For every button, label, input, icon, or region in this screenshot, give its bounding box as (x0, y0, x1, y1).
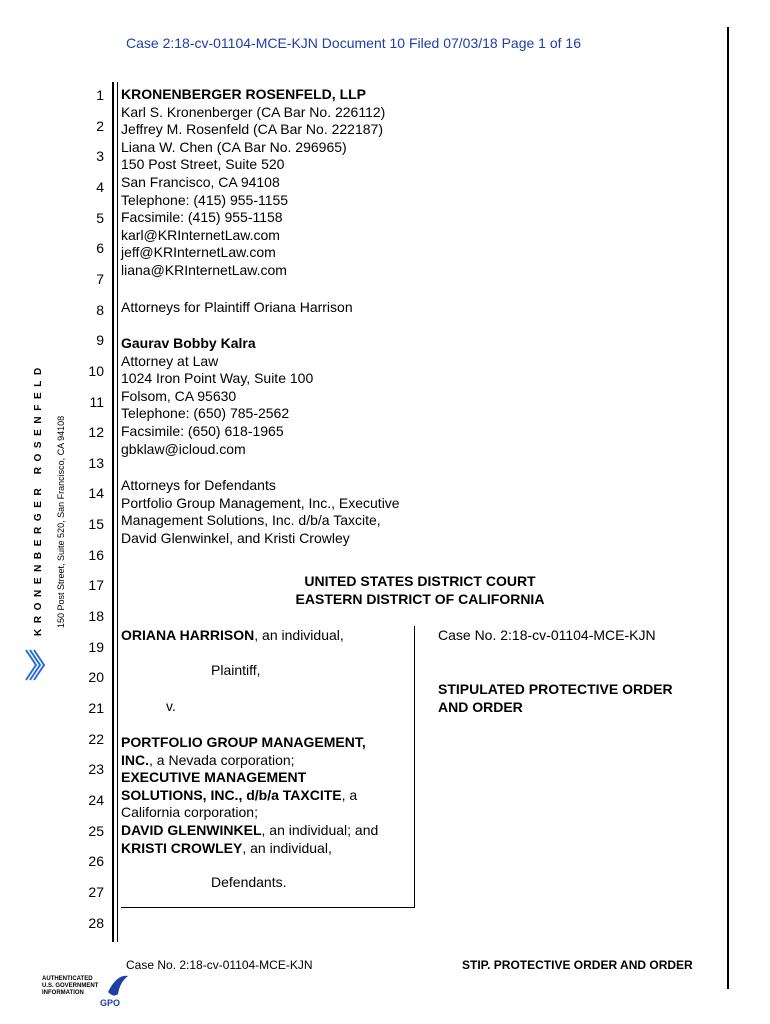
gpo-mark: GPO (100, 998, 121, 1008)
court-district: EASTERN DISTRICT OF CALIFORNIA (295, 590, 545, 607)
right-rule (727, 27, 729, 989)
ecf-header: Case 2:18-cv-01104-MCE-KJN Document 10 Filed 07/03/18 Page 1 of 16 (126, 35, 581, 51)
defendant-line: EXECUTIVE MANAGEMENT (121, 769, 307, 786)
line-number: 27 (88, 883, 104, 900)
counsel-line: karl@KRInternetLaw.com (121, 226, 280, 243)
line-number: 23 (88, 761, 104, 778)
line-number: 13 (88, 454, 104, 471)
versus: v. (166, 698, 176, 714)
defendant-line: California corporation; (121, 804, 258, 821)
counsel-line: San Francisco, CA 94108 (121, 174, 280, 190)
line-number: 7 (96, 270, 104, 287)
counsel-line: Jeffrey M. Rosenfeld (CA Bar No. 222187) (121, 121, 383, 138)
line-number: 25 (88, 822, 104, 839)
court-name: UNITED STATES DISTRICT COURT (304, 573, 536, 589)
counsel-line: Telephone: (415) 955-1155 (121, 191, 289, 208)
caption-plaintiff (121, 627, 344, 645)
line-number: 20 (88, 669, 104, 686)
defendant-line: DAVID GLENWINKEL, an individual; and (121, 822, 379, 838)
line-number: 3 (96, 148, 104, 165)
plaintiff-role: Plaintiff, (211, 662, 261, 678)
line-number: 21 (88, 700, 104, 716)
line-number: 15 (88, 516, 104, 533)
sidebar-address: 150 Post Street, Suite 520, San Francisco, CA 94108 (56, 415, 66, 628)
line-number: 18 (88, 608, 104, 625)
line-number: 22 (88, 730, 104, 747)
plaintiff-desc: , an individual, (254, 627, 344, 643)
footer-case-number: Case No. 2:18-cv-01104-MCE-KJN (126, 958, 313, 972)
document-title: AND ORDER (438, 698, 523, 715)
counsel-line: Facsimile: (415) 955-1158 (121, 209, 283, 226)
defense-attorneys-for: Portfolio Group Management, Inc., Executive (121, 494, 400, 511)
defendant-role: Defendants. (211, 874, 287, 890)
line-number: 9 (96, 332, 104, 349)
line-number: 11 (89, 393, 104, 410)
line-number: 17 (88, 577, 104, 594)
plaintiff-attorneys-for: Attorneys for Plaintiff Oriana Harrison (121, 299, 353, 315)
firm-logo-icon (24, 646, 46, 684)
line-number: 16 (88, 546, 104, 563)
counsel-line: Liana W. Chen (CA Bar No. 296965) (121, 138, 347, 155)
line-number: 1 (96, 87, 104, 103)
counsel-line: Folsom, CA 95630 (121, 387, 237, 404)
line-number: 24 (88, 791, 104, 808)
line-number: 14 (88, 485, 104, 502)
counsel-line: 150 Post Street, Suite 520 (121, 156, 285, 173)
document-title: STIPULATED PROTECTIVE ORDER (438, 681, 673, 697)
line-number: 28 (88, 914, 104, 931)
counsel-line: Attorney at Law (121, 352, 219, 369)
counsel-line: Facsimile: (650) 618-1965 (121, 423, 284, 439)
sidebar-firm-name: KRONENBERGER ROSENFELD (33, 362, 44, 636)
line-number: 6 (96, 240, 104, 257)
line-number: 19 (88, 638, 104, 655)
line-number: 2 (96, 117, 104, 134)
gpo-authentication-stamp (42, 972, 132, 1012)
counsel-line: gbklaw@icloud.com (121, 440, 246, 457)
defendant-line: KRISTI CROWLEY, an individual, (121, 839, 332, 856)
defendant-line: INC., a Nevada corporation; (121, 751, 295, 768)
defense-attorneys-for: Attorneys for Defendants (121, 477, 276, 493)
defendant-line: PORTFOLIO GROUP MANAGEMENT, (121, 734, 366, 750)
footer-title: STIP. PROTECTIVE ORDER AND ORDER (462, 958, 693, 972)
left-rule-thick (112, 82, 114, 942)
defense-attorneys-for: David Glenwinkel, and Kristi Crowley (121, 529, 350, 546)
defendant-line: SOLUTIONS, INC., d/b/a TAXCITE, a (121, 786, 358, 803)
counsel-line: liana@KRInternetLaw.com (121, 262, 287, 278)
line-number: 4 (96, 178, 104, 195)
counsel-line: 1024 Iron Point Way, Suite 100 (121, 370, 314, 387)
line-number: 5 (96, 209, 104, 226)
caption-divider (414, 626, 415, 908)
counsel-line: jeff@KRInternetLaw.com (121, 244, 276, 261)
line-number: 8 (96, 301, 104, 318)
defense-counsel-name: Gaurav Bobby Kalra (121, 335, 256, 351)
gpo-text: AUTHENTICATED U.S. GOVERNMENT INFORMATION (42, 976, 99, 996)
line-number: 10 (88, 362, 104, 379)
defense-attorneys-for: Management Solutions, Inc. d/b/a Taxcite, (121, 512, 381, 529)
counsel-line: Telephone: (650) 785-2562 (121, 405, 290, 422)
line-number: 26 (88, 853, 104, 870)
counsel-line: Karl S. Kronenberger (CA Bar No. 226112) (121, 103, 386, 120)
case-number: Case No. 2:18-cv-01104-MCE-KJN (438, 627, 656, 643)
plaintiff-name: ORIANA HARRISON (121, 627, 255, 643)
line-number: 12 (88, 424, 104, 441)
caption-bottom-rule (121, 907, 415, 908)
left-rule-thin (117, 82, 118, 942)
firm-name: KRONENBERGER ROSENFELD, LLP (121, 86, 367, 102)
